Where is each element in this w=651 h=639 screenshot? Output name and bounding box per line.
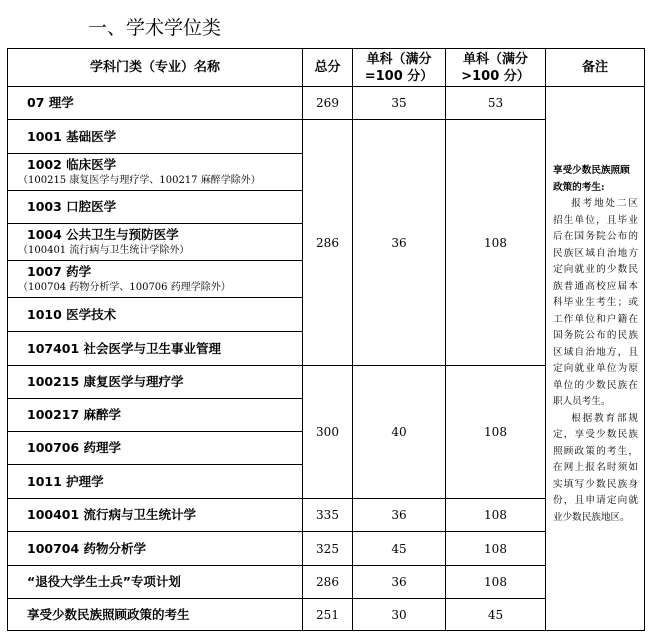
subject-cell: 享受少数民族照顾政策的考生 [8, 599, 303, 631]
subject-cell: 1004 公共卫生与预防医学 （100401 流行病与卫生统计学除外） [8, 224, 303, 261]
header-single-gt100: 单科（满分 >100 分） [446, 49, 546, 87]
subject-cell: 100217 麻醉学 [8, 399, 303, 432]
single-100-cell: 45 [353, 532, 446, 566]
total-cell: 251 [303, 599, 353, 631]
total-cell: 286 [303, 566, 353, 599]
section-title: 一、学术学位类 [88, 17, 222, 39]
single-gt100-cell: 108 [446, 532, 546, 566]
subject-cell: 100704 药物分析学 [8, 532, 303, 566]
total-cell: 269 [303, 87, 353, 120]
single-gt100-cell: 108 [446, 566, 546, 599]
single-gt100-cell: 53 [446, 87, 546, 120]
subject-cell: 1007 药学 （100704 药物分析学、100706 药理学除外） [8, 261, 303, 298]
subject-cell: 07 理学 [8, 87, 303, 120]
subject-cell: 1011 护理学 [8, 465, 303, 499]
subject-cell: 1003 口腔医学 [8, 191, 303, 224]
group-total-cell: 286 [303, 120, 353, 366]
subject-cell: 1010 医学技术 [8, 298, 303, 332]
remark-para-2: 根据教育部规定，享受少数民族照顾政策的考生，在网上报名时须如实填写少数民族身份，且申请定向就业少数民族地区。 [553, 412, 638, 523]
group-single-gt100-cell: 108 [446, 120, 546, 366]
subject-note: （100401 流行病与卫生统计学除外） [18, 245, 190, 256]
subject-cell: “退役大学生士兵”专项计划 [8, 566, 303, 599]
single-gt100-cell: 108 [446, 499, 546, 532]
subject-cell: 1001 基础医学 [8, 120, 303, 154]
header-row [8, 49, 645, 87]
remark-para-1: 报考地处二区招生单位，且毕业后在国务院公布的民族区域自治地方定向就业的少数民族普通高校应届本科毕业生考生；或工作单位和户籍在国务院公布的民族区域自治地方，且定向就业单位为原单位的少数民族在职人员考生。 [553, 198, 638, 407]
subject-cell: 100215 康复医学与理疗学 [8, 366, 303, 399]
remark-title: 享受少数民族照顾政策的考生: [553, 165, 630, 193]
subject-cell: 100401 流行病与卫生统计学 [8, 499, 303, 532]
single-gt100-cell: 45 [446, 599, 546, 631]
remark-cell [546, 87, 645, 631]
single-100-cell: 36 [353, 566, 446, 599]
single-100-cell: 35 [353, 87, 446, 120]
group-single-100-cell: 40 [353, 366, 446, 499]
group-single-100-cell: 36 [353, 120, 446, 366]
subject-cell: 100706 药理学 [8, 432, 303, 465]
single-100-cell: 30 [353, 599, 446, 631]
total-cell: 335 [303, 499, 353, 532]
subject-note: （100215 康复医学与理疗学、100217 麻醉学除外） [18, 175, 261, 186]
header-remark: 备注 [546, 49, 645, 87]
group-total-cell: 300 [303, 366, 353, 499]
table-row [8, 87, 645, 120]
subject-note: （100704 药物分析学、100706 药理学除外） [18, 282, 231, 293]
score-table [7, 48, 645, 631]
subject-cell: 1002 临床医学 （100215 康复医学与理疗学、100217 麻醉学除外） [8, 154, 303, 191]
header-total: 总分 [303, 49, 353, 87]
header-single-100: 单科（满分 =100 分） [353, 49, 446, 87]
group-single-gt100-cell: 108 [446, 366, 546, 499]
total-cell: 325 [303, 532, 353, 566]
subject-cell: 107401 社会医学与卫生事业管理 [8, 332, 303, 366]
single-100-cell: 36 [353, 499, 446, 532]
header-subject: 学科门类（专业）名称 [8, 49, 303, 87]
